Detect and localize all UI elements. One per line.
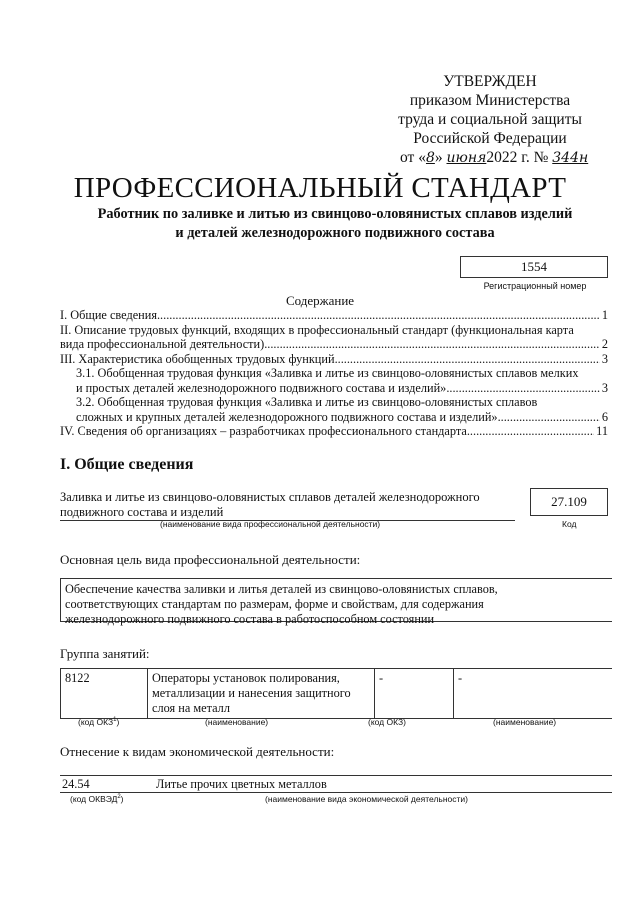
activity-kind-name: Заливка и литье из свинцово-оловянистых сплавов деталей железнодорожного подвижного состава и изделий — [60, 490, 515, 521]
okved-name: Литье прочих цветных металлов — [156, 777, 327, 791]
goal-box: Обеспечение качества заливки и литья деталей из свинцово-оловянистых сплавов, соответствующих стандартам по размерам, форме и свойствам, для содержания железнодорожного подвижного состава в работоспособном состоянии — [60, 578, 612, 622]
approval-title: УТВЕРЖДЕН — [443, 73, 537, 90]
date-day: 8 — [425, 150, 435, 166]
approval-date — [380, 148, 600, 168]
approval-line-1: приказом Министерства — [409, 92, 571, 109]
toc-item[interactable]: 3.1. Обобщенная трудовая функция «Заливка и литье из свинцово-оловянистых сплавов мелких и простых деталей железнодорожного подвижного состава и изделий» ..... 3 — [60, 366, 608, 395]
subtitle-line-2: и деталей железнодорожного подвижного состава — [175, 225, 495, 241]
okved-code-caption: (код ОКВЭД$^2$) — [70, 794, 124, 804]
goal-label: Основная цель вида профессиональной деятельности: — [60, 552, 361, 567]
occupation-name-caption: (наименование) — [205, 717, 269, 727]
order-number: 344н — [552, 150, 589, 166]
table-of-contents — [60, 308, 608, 439]
okz-code-cell: 8122 — [61, 669, 148, 719]
occupation-name-cell-2: - — [454, 669, 613, 719]
activity-kind-code: 27.109 — [530, 488, 608, 516]
activity-kind-caption: (наименование вида профессиональной деятельности) — [160, 519, 381, 529]
toc-title: Содержание — [285, 293, 355, 308]
approval-line-2: труда и социальной защиты — [398, 111, 582, 128]
toc-item[interactable]: I. Общие сведения ..... 1 — [60, 308, 608, 323]
group-label: Группа занятий: — [60, 646, 150, 661]
toc-item[interactable]: III. Характеристика обобщенных трудовых функций ..... 3 — [60, 352, 608, 367]
date-year: 2022 г. № — [486, 149, 549, 166]
document-title: ПРОФЕССИОНАЛЬНЫЙ СТАНДАРТ — [73, 172, 567, 204]
occupation-name-cell: Операторы установок полирования, металлизации и нанесения защитного слоя на металл — [148, 669, 375, 719]
approval-block — [380, 72, 600, 168]
okved-code: 24.54 — [62, 777, 90, 791]
date-month: июня — [446, 150, 487, 166]
table-row — [61, 669, 613, 719]
date-prefix: от « — [400, 149, 426, 166]
okved-name-caption: (наименование вида экономической деятельности) — [265, 794, 468, 804]
economic-activity-label: Отнесение к видам экономической деятельности: — [60, 744, 335, 759]
toc-item[interactable]: 3.2. Обобщенная трудовая функция «Заливка и литье из свинцово-оловянистых сплавов сложных и крупных деталей железнодорожного подвижного состава и изделий» ..... 6 — [60, 395, 608, 424]
toc-item[interactable]: IV. Сведения об организациях – разработчиках профессионального стандарта ..... 11 — [60, 424, 608, 439]
code-caption: Код — [562, 519, 577, 529]
section-heading: I. Общие сведения — [60, 456, 194, 473]
okz-code-caption-2: (код ОКЗ) — [368, 717, 406, 727]
occupation-name-caption-2: (наименование) — [493, 717, 557, 727]
subtitle-line-1: Работник по заливке и литью из свинцово-оловянистых сплавов изделий — [97, 206, 573, 222]
okz-code-cell-2: - — [375, 669, 454, 719]
registration-number-label: Регистрационный номер — [483, 281, 587, 291]
occupation-group-table — [60, 668, 612, 719]
document-subtitle — [40, 205, 630, 243]
approval-line-3: Российской Федерации — [413, 130, 567, 147]
okz-code-caption: (код ОКЗ$^1$) — [78, 717, 120, 727]
toc-item[interactable]: II. Описание трудовых функций, входящих в профессиональный стандарт (функциональная карта вида профессиональной деятельности) ..... 2 — [60, 323, 608, 352]
date-mid: » — [434, 149, 447, 166]
economic-activity-row — [60, 775, 612, 793]
registration-number-box: 1554 — [460, 256, 608, 278]
